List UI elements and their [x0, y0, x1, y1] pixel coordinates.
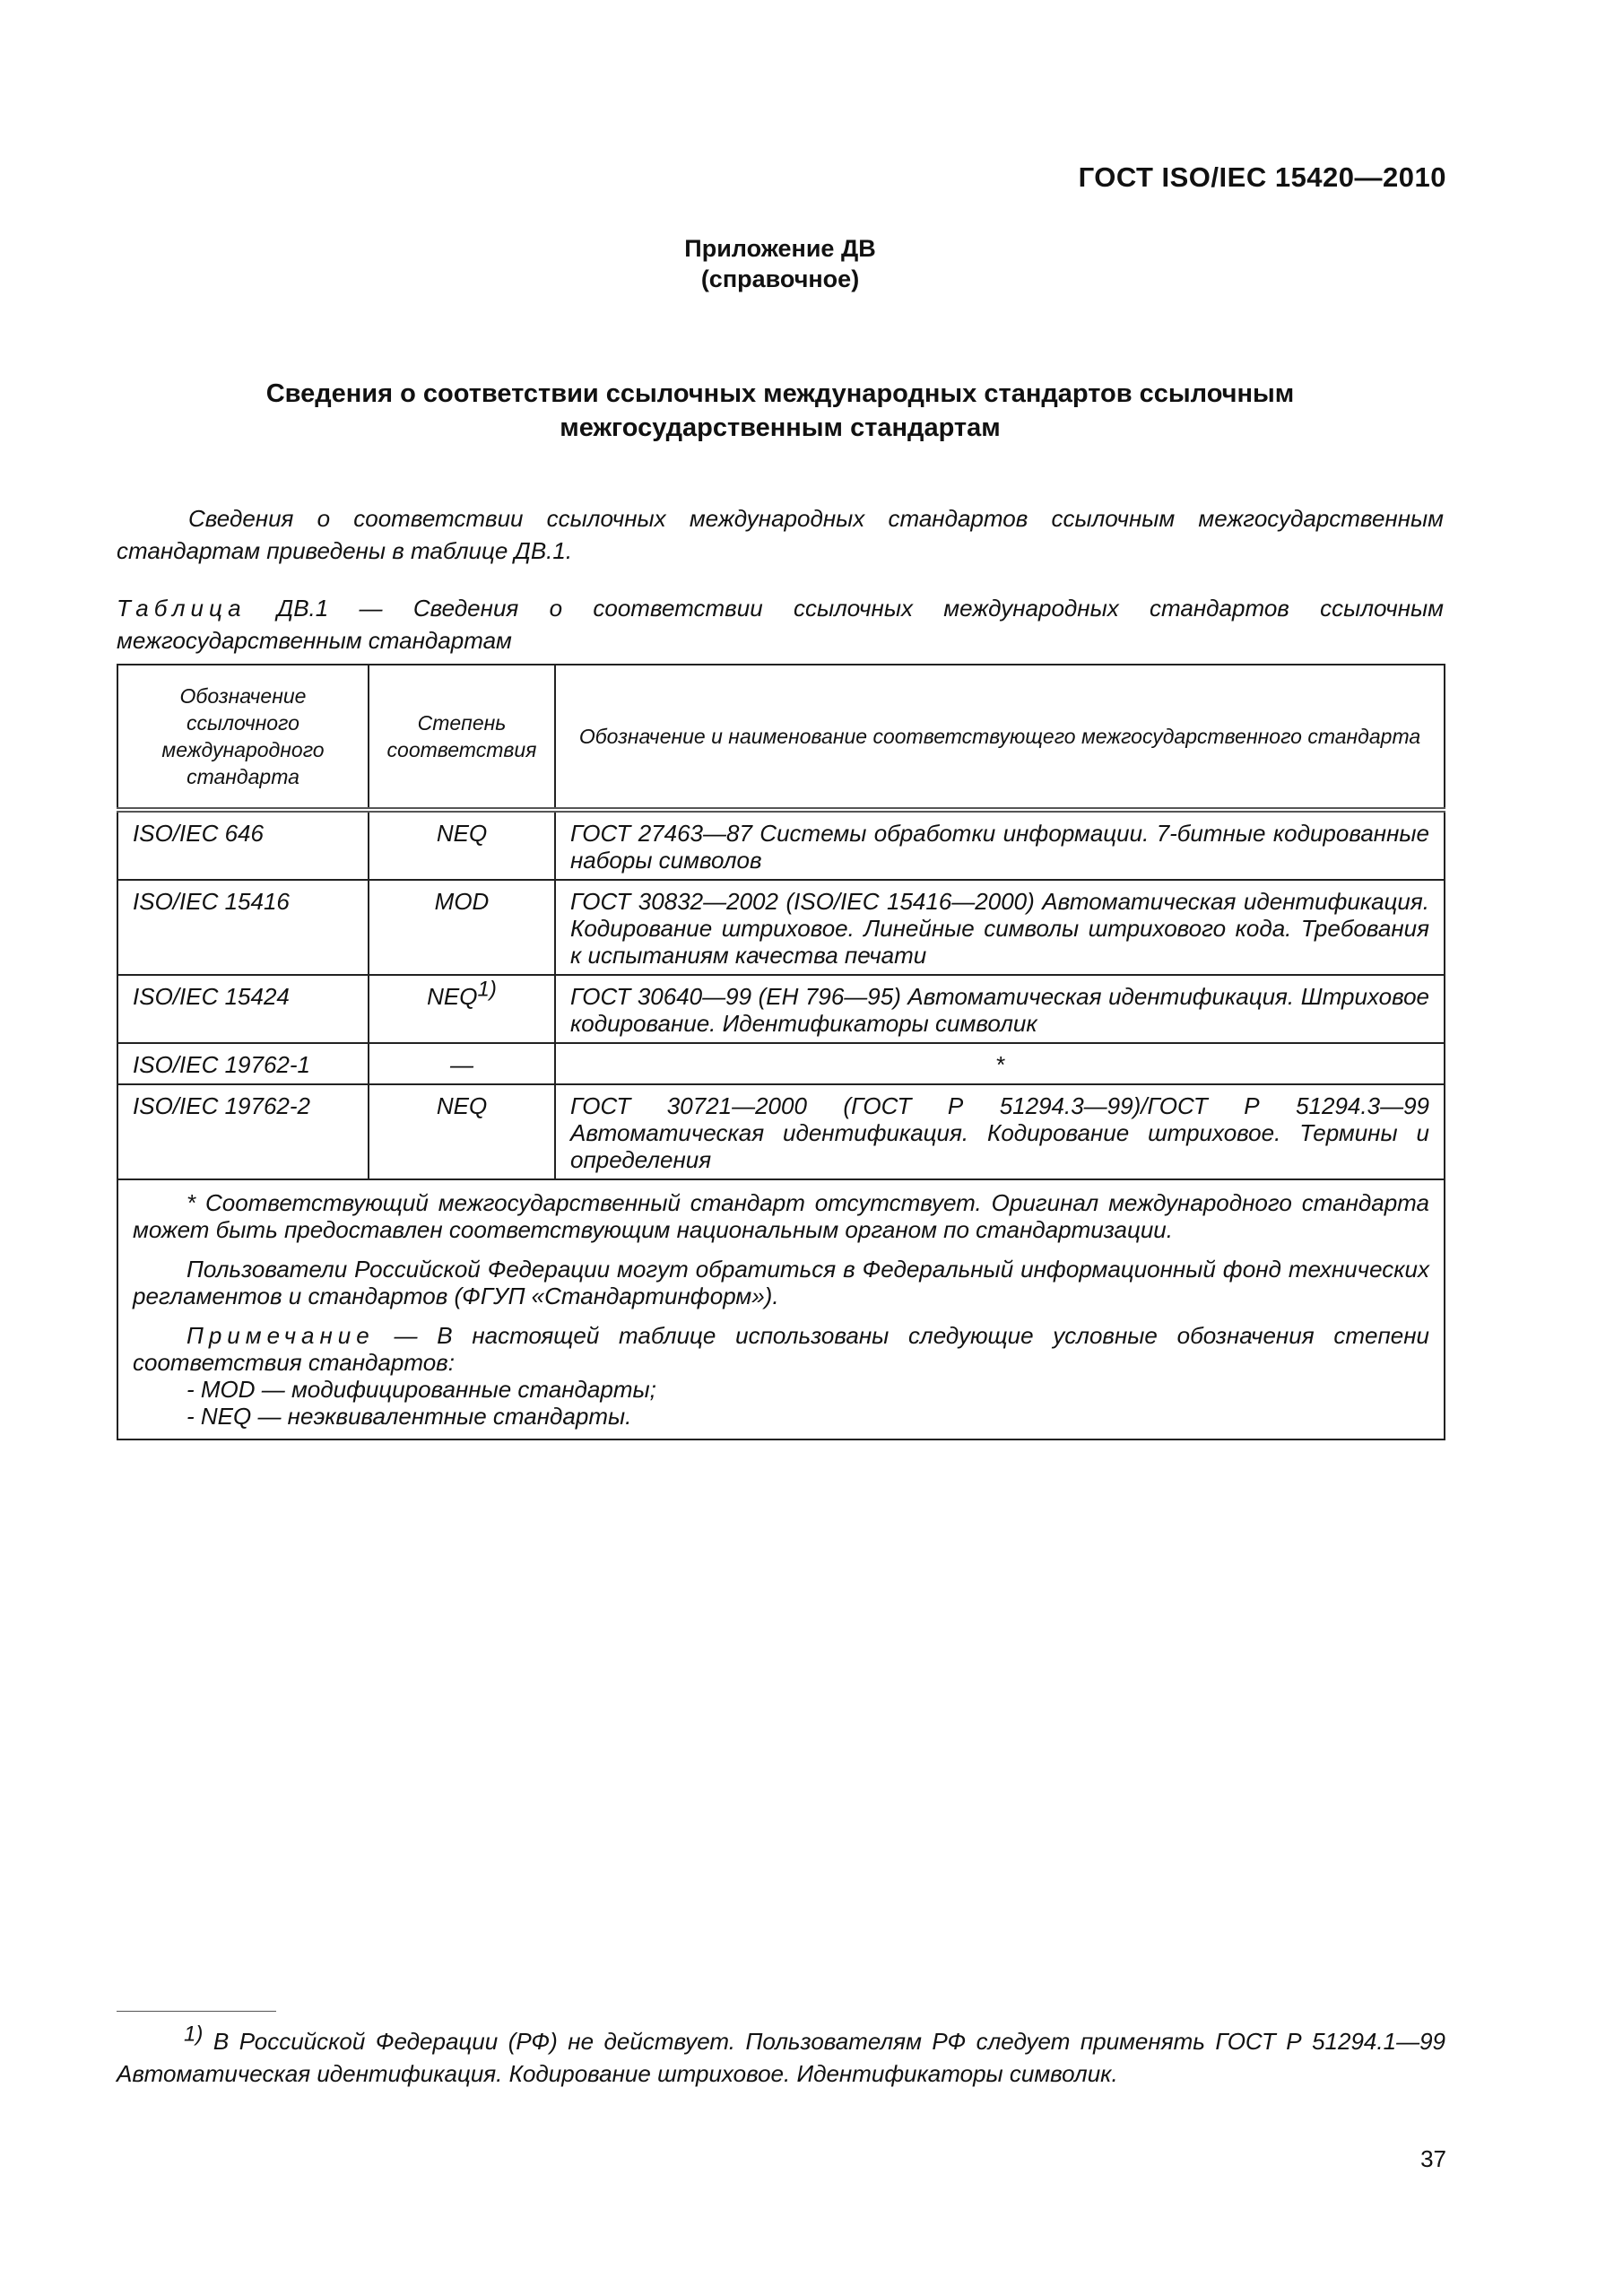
row-degree: NEQ	[369, 1084, 555, 1179]
row-title: ГОСТ 27463—87 Системы обработки информации. 7-битные кодированные наборы символов	[555, 810, 1445, 880]
row-title: *	[555, 1043, 1445, 1084]
footnote-marker: 1)	[477, 977, 497, 1002]
row-ref: ISO/IEC 19762-2	[117, 1084, 369, 1179]
page-number: 37	[1420, 2145, 1446, 2172]
table-row	[117, 1084, 1445, 1179]
caption-label: Таблица	[117, 595, 247, 622]
heading-line-2: межгосударственным стандартам	[560, 413, 1001, 442]
row-title: ГОСТ 30640—99 (ЕН 796—95) Автоматическая идентификация. Штриховое кодирование. Идентификаторы символик	[555, 975, 1445, 1043]
header-degree: Степень соответствия	[369, 665, 555, 810]
table-row	[117, 810, 1445, 880]
note-item-mod: - MOD — модифицированные стандарты;	[187, 1376, 656, 1403]
table-row	[117, 1043, 1445, 1084]
table-row	[117, 975, 1445, 1043]
section-heading	[117, 377, 1444, 445]
correspondence-table	[117, 664, 1445, 1440]
annex-heading	[0, 233, 1560, 294]
table-caption	[117, 592, 1444, 657]
footnote-text: В Российской Федерации (РФ) не действует. Пользователям РФ следует применять ГОСТ Р 51294.1—99 Автоматическая идентификация. Кодирование штриховое. Идентификаторы символик.	[117, 2028, 1445, 2087]
row-ref: ISO/IEC 646	[117, 810, 369, 880]
row-degree	[369, 975, 555, 1043]
note-users: Пользователи Российской Федерации могут обратиться в Федеральный информационный фонд технических регламентов и стандартов (ФГУП «Стандартинформ»).	[133, 1256, 1429, 1309]
note-text: — В настоящей таблице использованы следующие условные обозначения степени соответствия стандартов:	[133, 1322, 1429, 1376]
row-ref: ISO/IEC 19762-1	[117, 1043, 369, 1084]
row-title: ГОСТ 30721—2000 (ГОСТ Р 51294.3—99)/ГОСТ Р 51294.3—99 Автоматическая идентификация. Кодирование штриховое. Термины и определения	[555, 1084, 1445, 1179]
header-title: Обозначение и наименование соответствующего межгосударственного стандарта	[555, 665, 1445, 810]
footnote-divider	[117, 2011, 276, 2012]
footnote-mark: 1)	[184, 2022, 204, 2047]
row-degree: NEQ	[369, 810, 555, 880]
document-code: ГОСТ ISO/IEC 15420—2010	[1078, 161, 1446, 193]
row-ref: ISO/IEC 15424	[117, 975, 369, 1043]
note-item-neq: - NEQ — неэквивалентные стандарты.	[187, 1403, 632, 1430]
table-notes	[117, 1179, 1445, 1439]
note-legend	[133, 1322, 1429, 1376]
degree-value: NEQ	[427, 983, 478, 1010]
footnote	[117, 2022, 1445, 2090]
annex-title: Приложение ДВ	[684, 235, 876, 262]
row-degree: MOD	[369, 880, 555, 975]
caption-text: ДВ.1 — Сведения о соответствии ссылочных международных стандартов ссылочным межгосударственным стандартам	[117, 595, 1444, 654]
note-asterisk: * Соответствующий межгосударственный стандарт отсутствует. Оригинал международного стандарта может быть предоставлен соответствующим национальным органом по стандартизации.	[133, 1189, 1429, 1243]
intro-paragraph: Сведения о соответствии ссылочных международных стандартов ссылочным межгосударственным стандартам приведены в таблице ДВ.1.	[117, 505, 1444, 564]
annex-type: (справочное)	[700, 265, 860, 292]
row-degree: —	[369, 1043, 555, 1084]
header-ref: Обозначение ссылочного международного стандарта	[117, 665, 369, 810]
table-row	[117, 880, 1445, 975]
table-header-row	[117, 665, 1445, 810]
note-label: Примечание	[187, 1322, 375, 1349]
row-ref: ISO/IEC 15416	[117, 880, 369, 975]
row-title: ГОСТ 30832—2002 (ISO/IEC 15416—2000) Автоматическая идентификация. Кодирование штриховое. Линейные символы штрихового кода. Требования к испытаниям качества печати	[555, 880, 1445, 975]
table-notes-row	[117, 1179, 1445, 1439]
heading-line-1: Сведения о соответствии ссылочных международных стандартов ссылочным	[265, 379, 1295, 408]
